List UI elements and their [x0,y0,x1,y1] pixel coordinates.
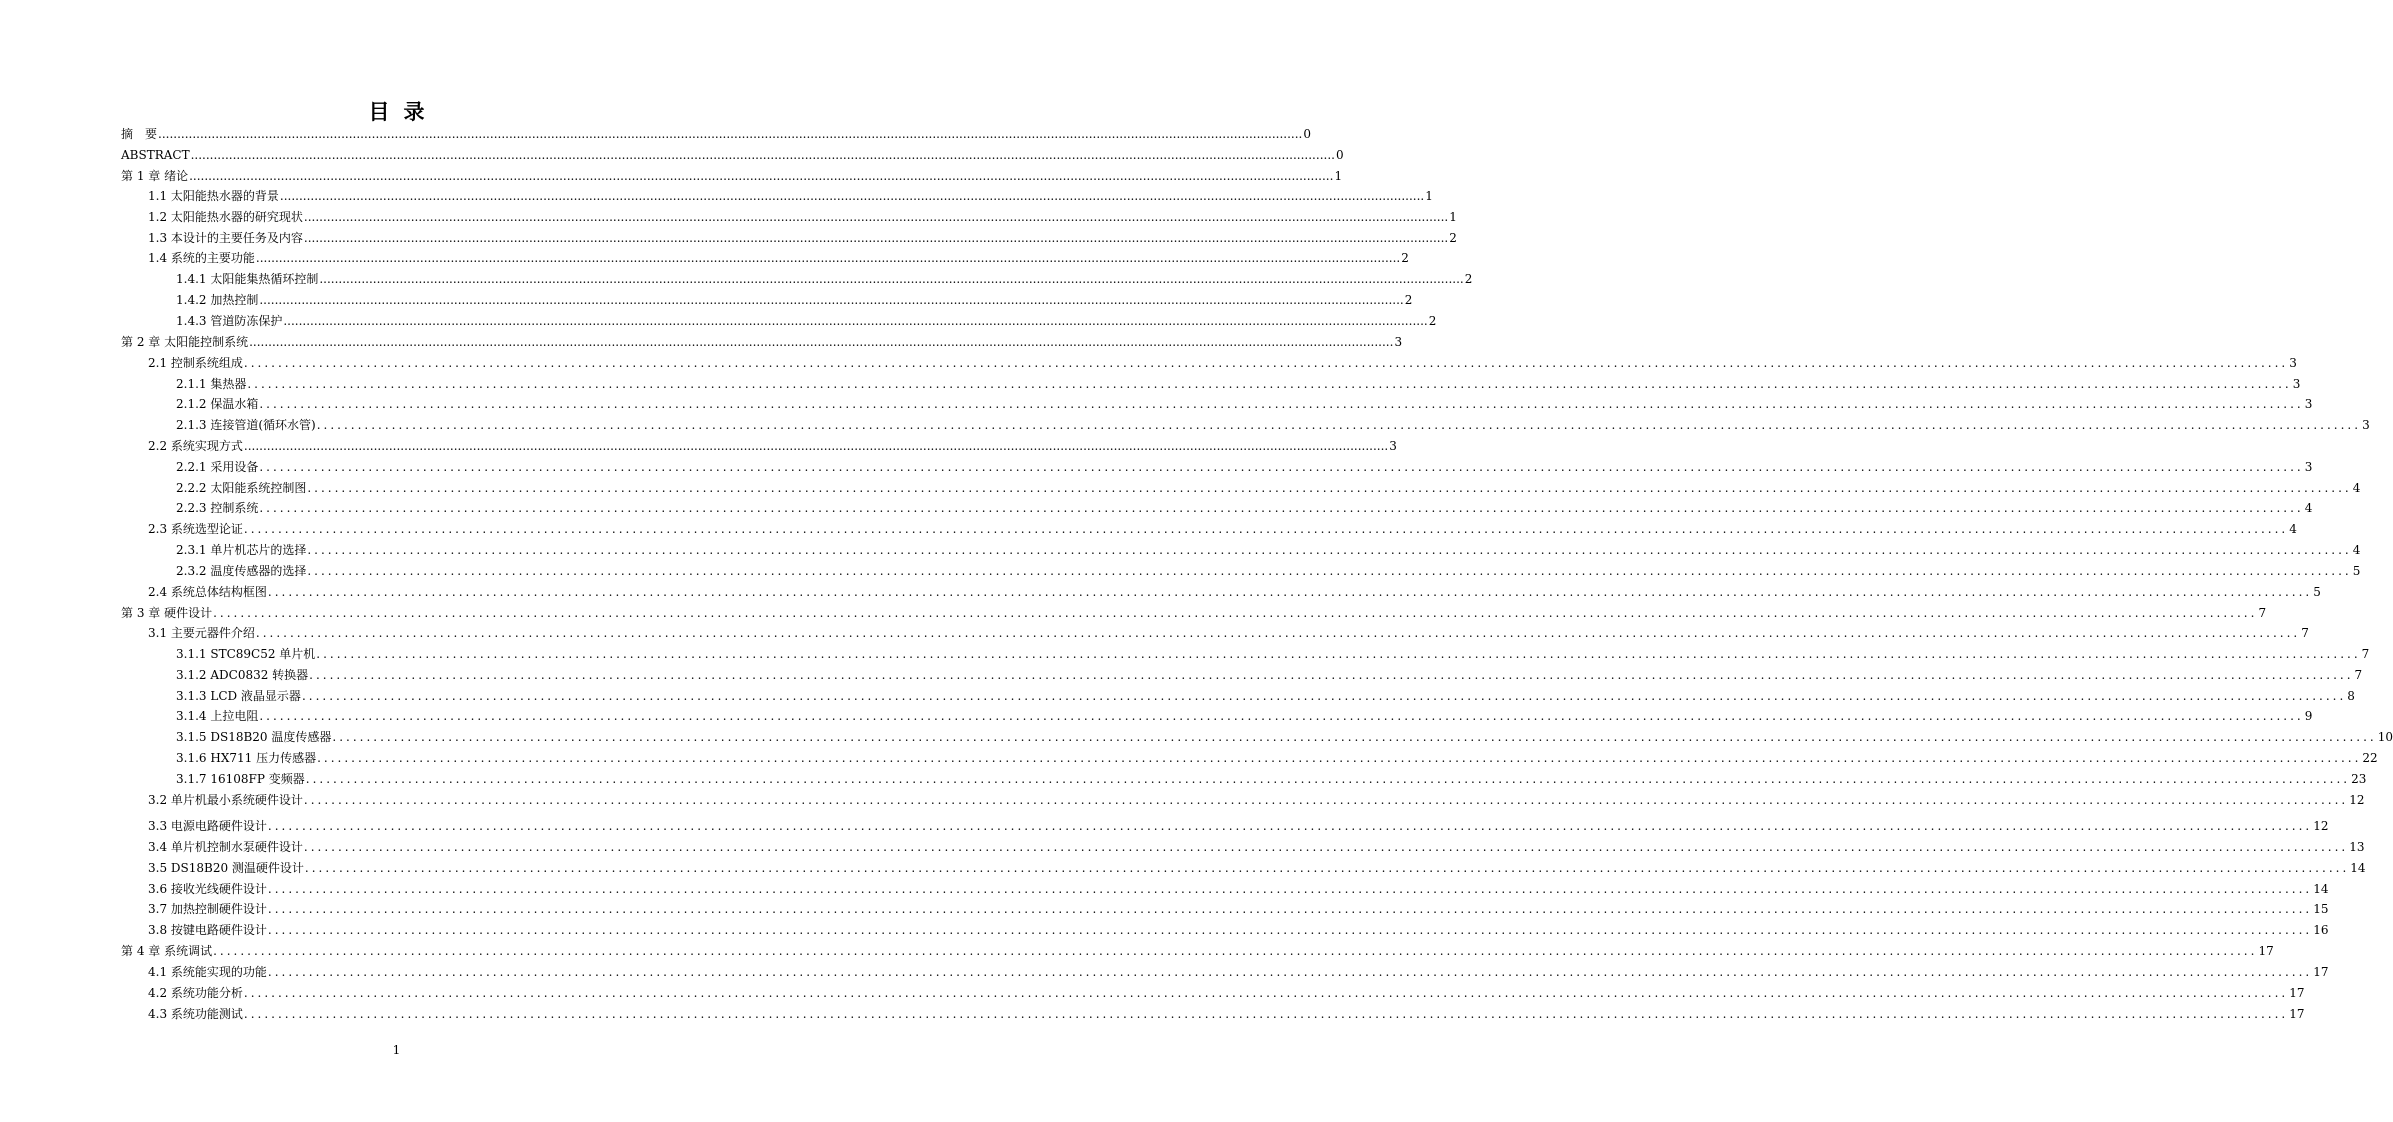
toc-entry-label: 3.8 按键电路硬件设计 [148,923,267,937]
toc-entry-page: 2 [1449,231,1457,245]
toc-entry[interactable] [176,563,2361,579]
toc-entry-page: 2 [1428,314,1437,328]
toc-entry[interactable] [121,126,1311,142]
toc-entry[interactable] [176,480,2361,496]
toc-entry-label: 2.3.2 温度传感器的选择 [176,564,307,578]
toc-entry[interactable] [176,708,2313,724]
dot-leader: ............................................................................................................................................................................................................................................................................................................ [332,730,2377,744]
toc-entry-page: 3 [2289,356,2297,370]
toc-entry-page: 7 [2258,606,2267,620]
toc-entry[interactable] [148,521,2297,537]
toc-entry-label: 2.3 系统选型论证 [148,522,243,536]
toc-entry[interactable] [148,188,1433,204]
toc-entry-page: 9 [2304,709,2313,723]
toc-entry[interactable] [176,667,2363,683]
toc-entry[interactable] [176,271,1473,287]
toc-entry-page: 4 [2352,481,2361,495]
toc-entry-label: 第 4 章 系统调试 [121,944,213,958]
toc-entry-label: 2.1.3 连接管道(循环水管) [176,418,316,432]
dot-leader: ............................................................................................................................................................................................................................................................................................................ [259,460,2304,474]
toc-entry[interactable] [176,729,2393,745]
toc-entry-label: 2.1 控制系统组成 [148,356,243,370]
toc-entry-label: 3.1.5 DS18B20 温度传感器 [176,730,332,744]
dot-leader: ............................................................................................................................................................................................................................................................................................................ [189,169,1334,183]
dot-leader: ............................................................................................................................................................................................................................................................................................................ [267,819,2313,833]
dot-leader: ............................................................................................................................................................................................................................................................................................................ [267,585,2313,599]
toc-entry-label: 1.4.2 加热控制 [176,293,259,307]
toc-entry-page: 3 [1389,439,1397,453]
toc-entry-page: 4 [2352,543,2361,557]
toc-entry[interactable] [148,985,2305,1001]
toc-entry-page: 1 [1449,210,1457,224]
toc-entry[interactable] [121,168,1343,184]
toc-entry-page: 22 [2362,751,2378,765]
toc-entry-label: 3.1.7 16108FP 变频器 [176,772,305,786]
toc-entry-label: 1.4 系统的主要功能 [148,251,255,265]
toc-entry-label: 第 2 章 太阳能控制系统 [121,335,249,349]
toc-entry-page: 7 [2301,626,2309,640]
toc-entry[interactable] [148,839,2365,855]
toc-entry-page: 0 [1303,127,1311,141]
toc-entry-label: 2.2.2 太阳能系统控制图 [176,481,307,495]
toc-entry-page: 23 [2351,772,2367,786]
dot-leader: ............................................................................................................................................................................................................................................................................................................ [317,751,2362,765]
toc-entry-label: 4.2 系统功能分析 [148,986,243,1000]
toc-entry[interactable] [176,417,2370,433]
toc-entry-label: 3.1.3 LCD 液晶显示器 [176,689,301,703]
toc-entry-page: 16 [2313,923,2329,937]
dot-leader: ............................................................................................................................................................................................................................................................................................................ [279,189,1425,203]
toc-entry[interactable] [148,355,2297,371]
toc-entry[interactable] [121,605,2267,621]
toc-entry-label: 1.4.1 太阳能集热循环控制 [176,272,319,286]
dot-leader: ............................................................................................................................................................................................................................................................................................................ [259,709,2304,723]
dot-leader: ............................................................................................................................................................................................................................................................................................................ [247,377,2292,391]
dot-leader: ............................................................................................................................................................................................................................................................................................................ [243,439,1389,453]
toc-entry-label: 3.5 DS18B20 测温硬件设计 [148,861,304,875]
dot-leader: ............................................................................................................................................................................................................................................................................................................ [307,543,2352,557]
toc-entry-page: 17 [2258,944,2274,958]
toc-entry[interactable] [148,922,2329,938]
toc-entry[interactable] [176,542,2361,558]
toc-entry-label: 3.2 单片机最小系统硬件设计 [148,793,303,807]
dot-leader: ............................................................................................................................................................................................................................................................................................................ [319,272,1464,286]
toc-entry-page: 17 [2289,986,2305,1000]
toc-entry-page: 15 [2313,902,2329,916]
toc-entry-label: 第 3 章 硬件设计 [121,606,213,620]
toc-entry[interactable] [148,964,2329,980]
toc-entry-label: 2.1.2 保温水箱 [176,397,259,411]
toc-entry-page: 1 [1334,169,1343,183]
dot-leader: ............................................................................................................................................................................................................................................................................................................ [249,335,1394,349]
toc-entry-page: 3 [2304,460,2313,474]
toc-entry[interactable] [148,881,2329,897]
toc-entry[interactable] [176,376,2301,392]
toc-entry[interactable] [176,396,2313,412]
toc-entry-label: 3.1 主要元器件介绍 [148,626,255,640]
dot-leader: ............................................................................................................................................................................................................................................................................................................ [304,861,2350,875]
toc-entry[interactable] [148,818,2329,834]
toc-entry[interactable] [176,750,2378,766]
toc-entry-label: 1.4.3 管道防冻保护 [176,314,283,328]
toc-entry-label: 3.1.6 HX711 压力传感器 [176,751,317,765]
toc-entry-label: 第 1 章 绪论 [121,169,189,183]
toc-title: 目录 [368,99,439,124]
toc-entry-label: 4.1 系统能实现的功能 [148,965,267,979]
dot-leader: ............................................................................................................................................................................................................................................................................................................ [303,231,1449,245]
dot-leader: ............................................................................................................................................................................................................................................................................................................ [303,840,2349,854]
toc-entry-page: 17 [2289,1007,2305,1021]
toc-entry-page: 12 [2313,819,2329,833]
toc-entry-label: 2.2.3 控制系统 [176,501,259,515]
toc-entry-page: 0 [1335,148,1344,162]
toc-entry-label: 3.3 电源电路硬件设计 [148,819,267,833]
toc-entry[interactable] [148,625,2309,641]
dot-leader: ............................................................................................................................................................................................................................................................................................................ [307,481,2352,495]
toc-entry-label: 2.1.1 集热器 [176,377,247,391]
toc-entry-page: 14 [2313,882,2329,896]
toc-entry-page: 8 [2347,689,2355,703]
toc-entry-page: 1 [1425,189,1433,203]
toc-entry[interactable] [148,250,1409,266]
dot-leader: ............................................................................................................................................................................................................................................................................................................ [213,944,2258,958]
toc-entry-label: 3.1.2 ADC0832 转换器 [176,668,309,682]
toc-entry-label: 2.3.1 单片机芯片的选择 [176,543,307,557]
dot-leader: ............................................................................................................................................................................................................................................................................................................ [267,882,2313,896]
dot-leader: ............................................................................................................................................................................................................................................................................................................ [305,772,2351,786]
dot-leader: ............................................................................................................................................................................................................................................................................................................ [307,564,2352,578]
toc-entry[interactable] [148,792,2365,808]
toc-entry[interactable] [148,209,1457,225]
dot-leader: ............................................................................................................................................................................................................................................................................................................ [259,293,1404,307]
dot-leader: ............................................................................................................................................................................................................................................................................................................ [309,668,2354,682]
toc-entry[interactable] [176,771,2367,787]
toc-entry-page: 4 [2289,522,2297,536]
toc-entry-page: 13 [2349,840,2365,854]
toc-entry-page: 7 [2354,668,2363,682]
toc-entry-label: ABSTRACT [121,148,190,162]
toc-entry-label: 3.7 加热控制硬件设计 [148,902,267,916]
dot-leader: ............................................................................................................................................................................................................................................................................................................ [303,793,2349,807]
toc-entry[interactable] [176,459,2313,475]
dot-leader: ............................................................................................................................................................................................................................................................................................................ [243,986,2289,1000]
toc-entry-page: 12 [2349,793,2365,807]
toc-entry-label: 3.4 单片机控制水泵硬件设计 [148,840,303,854]
toc-entry[interactable] [148,438,1397,454]
dot-leader: ............................................................................................................................................................................................................................................................................................................ [267,965,2313,979]
dot-leader: ............................................................................................................................................................................................................................................................................................................ [316,418,2362,432]
dot-leader: ............................................................................................................................................................................................................................................................................................................ [190,148,1335,162]
toc-entry[interactable] [121,943,2274,959]
dot-leader: ............................................................................................................................................................................................................................................................................................................ [316,647,2361,661]
toc-entry[interactable] [121,334,1403,350]
dot-leader: ............................................................................................................................................................................................................................................................................................................ [243,522,2289,536]
toc-entry-page: 14 [2350,861,2366,875]
toc-entry[interactable] [176,313,1437,329]
toc-entry-page: 5 [2313,585,2321,599]
toc-entry[interactable] [176,688,2355,704]
dot-leader: ............................................................................................................................................................................................................................................................................................................ [243,356,2289,370]
toc-entry-label: 3.6 接收光线硬件设计 [148,882,267,896]
dot-leader: ............................................................................................................................................................................................................................................................................................................ [259,501,2304,515]
toc-entry-page: 2 [1401,251,1409,265]
dot-leader: ............................................................................................................................................................................................................................................................................................................ [283,314,1428,328]
toc-entry[interactable] [176,646,2370,662]
toc-entry-page: 3 [2304,397,2313,411]
toc-entry-page: 3 [2362,418,2370,432]
toc-entry-label: 3.1.4 上拉电阻 [176,709,259,723]
toc-entry-label: 1.2 太阳能热水器的研究现状 [148,210,303,224]
toc-entry-page: 17 [2313,965,2329,979]
toc-entry-page: 7 [2361,647,2370,661]
toc-entry[interactable] [121,147,1344,163]
dot-leader: ............................................................................................................................................................................................................................................................................................................ [158,127,1303,141]
toc-entry-page: 2 [1404,293,1413,307]
toc-entry[interactable] [148,584,2321,600]
dot-leader: ............................................................................................................................................................................................................................................................................................................ [255,626,2301,640]
toc-entry-page: 2 [1464,272,1473,286]
dot-leader: ............................................................................................................................................................................................................................................................................................................ [259,397,2304,411]
toc-entry[interactable] [148,1006,2305,1022]
page-number: 1 [392,1043,401,1057]
toc-entry-page: 5 [2352,564,2361,578]
toc-entry[interactable] [148,860,2366,876]
dot-leader: ............................................................................................................................................................................................................................................................................................................ [267,902,2313,916]
toc-entry-page: 10 [2377,730,2393,744]
toc-entry-label: 摘 要 [121,127,158,141]
toc-entry-label: 2.2.1 采用设备 [176,460,259,474]
toc-entry-label: 3.1.1 STC89C52 单片机 [176,647,316,661]
toc-entry-page: 4 [2304,501,2313,515]
dot-leader: ............................................................................................................................................................................................................................................................................................................ [243,1007,2289,1021]
dot-leader: ............................................................................................................................................................................................................................................................................................................ [303,210,1449,224]
dot-leader: ............................................................................................................................................................................................................................................................................................................ [255,251,1401,265]
toc-entry-page: 3 [2292,377,2301,391]
dot-leader: ............................................................................................................................................................................................................................................................................................................ [267,923,2313,937]
toc-entry-label: 4.3 系统功能测试 [148,1007,243,1021]
toc-entry-label: 1.3 本设计的主要任务及内容 [148,231,303,245]
dot-leader: ............................................................................................................................................................................................................................................................................................................ [301,689,2347,703]
toc-entry[interactable] [148,230,1457,246]
dot-leader: ............................................................................................................................................................................................................................................................................................................ [213,606,2258,620]
toc-entry[interactable] [176,500,2313,516]
toc-entry-label: 2.2 系统实现方式 [148,439,243,453]
toc-entry[interactable] [176,292,1413,308]
toc-entry-label: 2.4 系统总体结构框图 [148,585,267,599]
toc-entry-label: 1.1 太阳能热水器的背景 [148,189,279,203]
toc-entry[interactable] [148,901,2329,917]
toc-entry-page: 3 [1394,335,1403,349]
